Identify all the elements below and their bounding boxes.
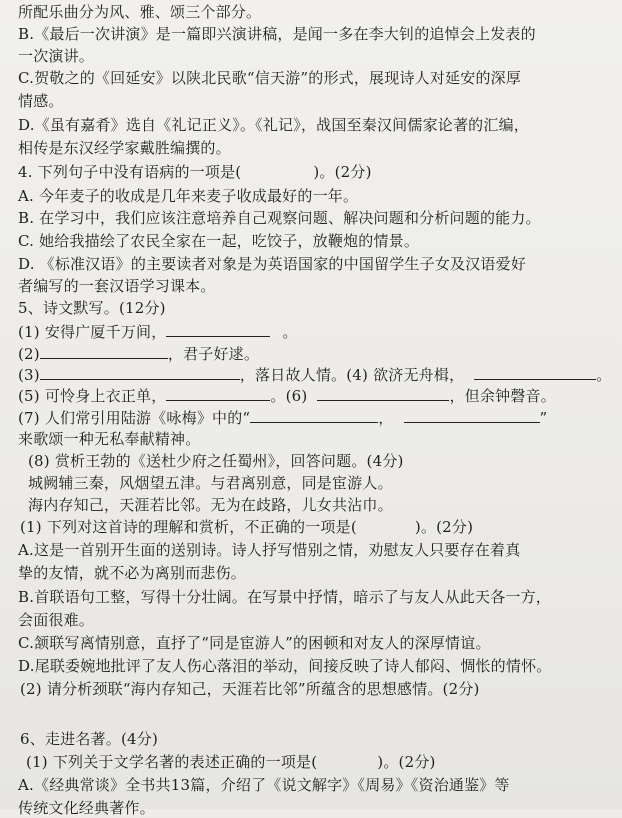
- sub-question-1: [20, 517, 473, 537]
- poem-line: 城阙辅三秦，风烟望五津。与君离别意，同是宦游人。: [28, 474, 393, 492]
- sub-question-2: (2) 请分析颈联“海内存知己，天涯若比邻”所蕴含的思想感情。(2分): [20, 680, 480, 698]
- question-6-title: 6、走进名著。(4分): [20, 730, 158, 748]
- fill-blank[interactable]: [40, 364, 240, 380]
- option-c-line: C.贺敬之的《回延安》以陕北民歌“信天游”的形式，展现诗人对延安的深厚: [18, 69, 522, 87]
- fill-blank[interactable]: [250, 407, 378, 423]
- recitation-text: ，但余钟磬音。: [449, 387, 556, 405]
- sub-question-score: )。(2分): [377, 753, 436, 771]
- text-line: 情感。: [18, 92, 64, 110]
- option-c-line: C.颔联写离情别意，直抒了“同是宦游人”的困顿和对友人的深厚情谊。: [18, 634, 491, 652]
- recitation-7: [18, 407, 547, 428]
- recitation-number: 。(6): [270, 387, 308, 405]
- option-d-line: D. 《标准汉语》的主要读者对象是为英语国家的中国留学生子女及汉语爱好: [18, 255, 527, 273]
- question-4-score: )。(2分): [313, 163, 372, 181]
- fill-blank[interactable]: [404, 407, 540, 423]
- question-6-sub-1: [26, 752, 436, 772]
- option-c-line: C. 她给我描绘了农民全家在一起，吃饺子，放鞭炮的情景。: [18, 232, 420, 250]
- text-line: 所配乐曲分为风、雅、颂三个部分。: [18, 3, 262, 21]
- option-b-line: B. 在学习中，我们应该注意培养自己观察问题、解决问题和分析问题的能力。: [18, 209, 541, 227]
- text-line: 者编写的一套汉语学习课本。: [18, 277, 216, 295]
- recitation-3-4: [18, 364, 611, 385]
- option-a-line: A.这是一首别开生面的送别诗。诗人抒写惜别之情，劝慰友人只要存在着真: [18, 541, 521, 559]
- recitation-8: (8) 赏析王勃的《送杜少府之任蜀州》，回答问题。(4分): [28, 452, 404, 470]
- text-line: 会面很难。: [18, 611, 95, 629]
- recitation-text: (1) 安得广厦千万间，: [18, 323, 167, 341]
- recitation-text: (5) 可怜身上衣正单，: [18, 387, 167, 405]
- text-line: 来歌颂一种无私奉献精神。: [18, 430, 201, 448]
- recitation-text: ，君子好逑。: [167, 345, 260, 363]
- punctuation: ”: [539, 409, 548, 427]
- recitation-text: ，落日故人情。(4) 欲济无舟楫，: [239, 366, 465, 384]
- punctuation: 。: [596, 366, 612, 384]
- text-line: 一次演讲。: [18, 47, 95, 65]
- recitation-2: [18, 343, 259, 364]
- option-b-line: B.首联语句工整，写得十分壮阔。在写景中抒情，暗示了与友人从此天各一方，: [18, 588, 551, 606]
- poem-line: 海内存知己，天涯若比邻。无为在歧路，儿女共沾巾。: [28, 496, 393, 514]
- fill-blank[interactable]: [166, 321, 270, 337]
- sub-question-stem: (1) 下列对这首诗的理解和赏析，不正确的一项是(: [20, 518, 357, 536]
- recitation-number: (3): [18, 366, 40, 384]
- question-4-line: [18, 162, 372, 182]
- question-4-stem: 4. 下列句子中没有语病的一项是(: [18, 163, 242, 181]
- fill-blank[interactable]: [317, 385, 449, 401]
- sub-question-stem: (1) 下列关于文学名著的表述正确的一项是(: [26, 753, 318, 771]
- recitation-text: (7) 人们常引用陆游《咏梅》中的“: [18, 409, 251, 427]
- recitation-number: (2): [18, 345, 40, 363]
- text-line: 挚的友情，就不必为离别而悲伤。: [18, 564, 247, 582]
- option-d-line: D.《虽有嘉肴》选自《礼记正义》。《礼记》，战国至秦汉间儒家论著的汇编，: [18, 116, 529, 134]
- option-a-line: A. 今年麦子的收成是几年来麦子收成最好的一年。: [18, 187, 359, 205]
- fill-blank[interactable]: [40, 343, 168, 359]
- text-line: 传统文化经典著作。: [18, 799, 155, 817]
- question-5-title: 5、诗文默写。(12分): [18, 299, 166, 317]
- option-d-line: D.尾联委婉地批评了友人伤心落泪的举动，间接反映了诗人郁闷、惆怅的情怀。: [18, 657, 552, 675]
- option-b-line: B.《最后一次讲演》是一篇即兴演讲稿，是闻一多在李大钊的追悼会上发表的: [18, 25, 536, 43]
- recitation-1: [18, 321, 298, 342]
- punctuation: ，: [378, 409, 394, 427]
- text-line: 相传是东汉经学家戴胜编撰的。: [18, 139, 231, 157]
- recitation-5-6: [18, 385, 556, 406]
- fill-blank[interactable]: [166, 385, 270, 401]
- option-a-line: A.《经典常谈》全书共13篇，介绍了《说文解字》《周易》《资治通鉴》等: [18, 776, 510, 794]
- punctuation: 。: [282, 323, 298, 341]
- fill-blank[interactable]: [474, 364, 596, 380]
- sub-question-score: )。(2分): [414, 518, 474, 536]
